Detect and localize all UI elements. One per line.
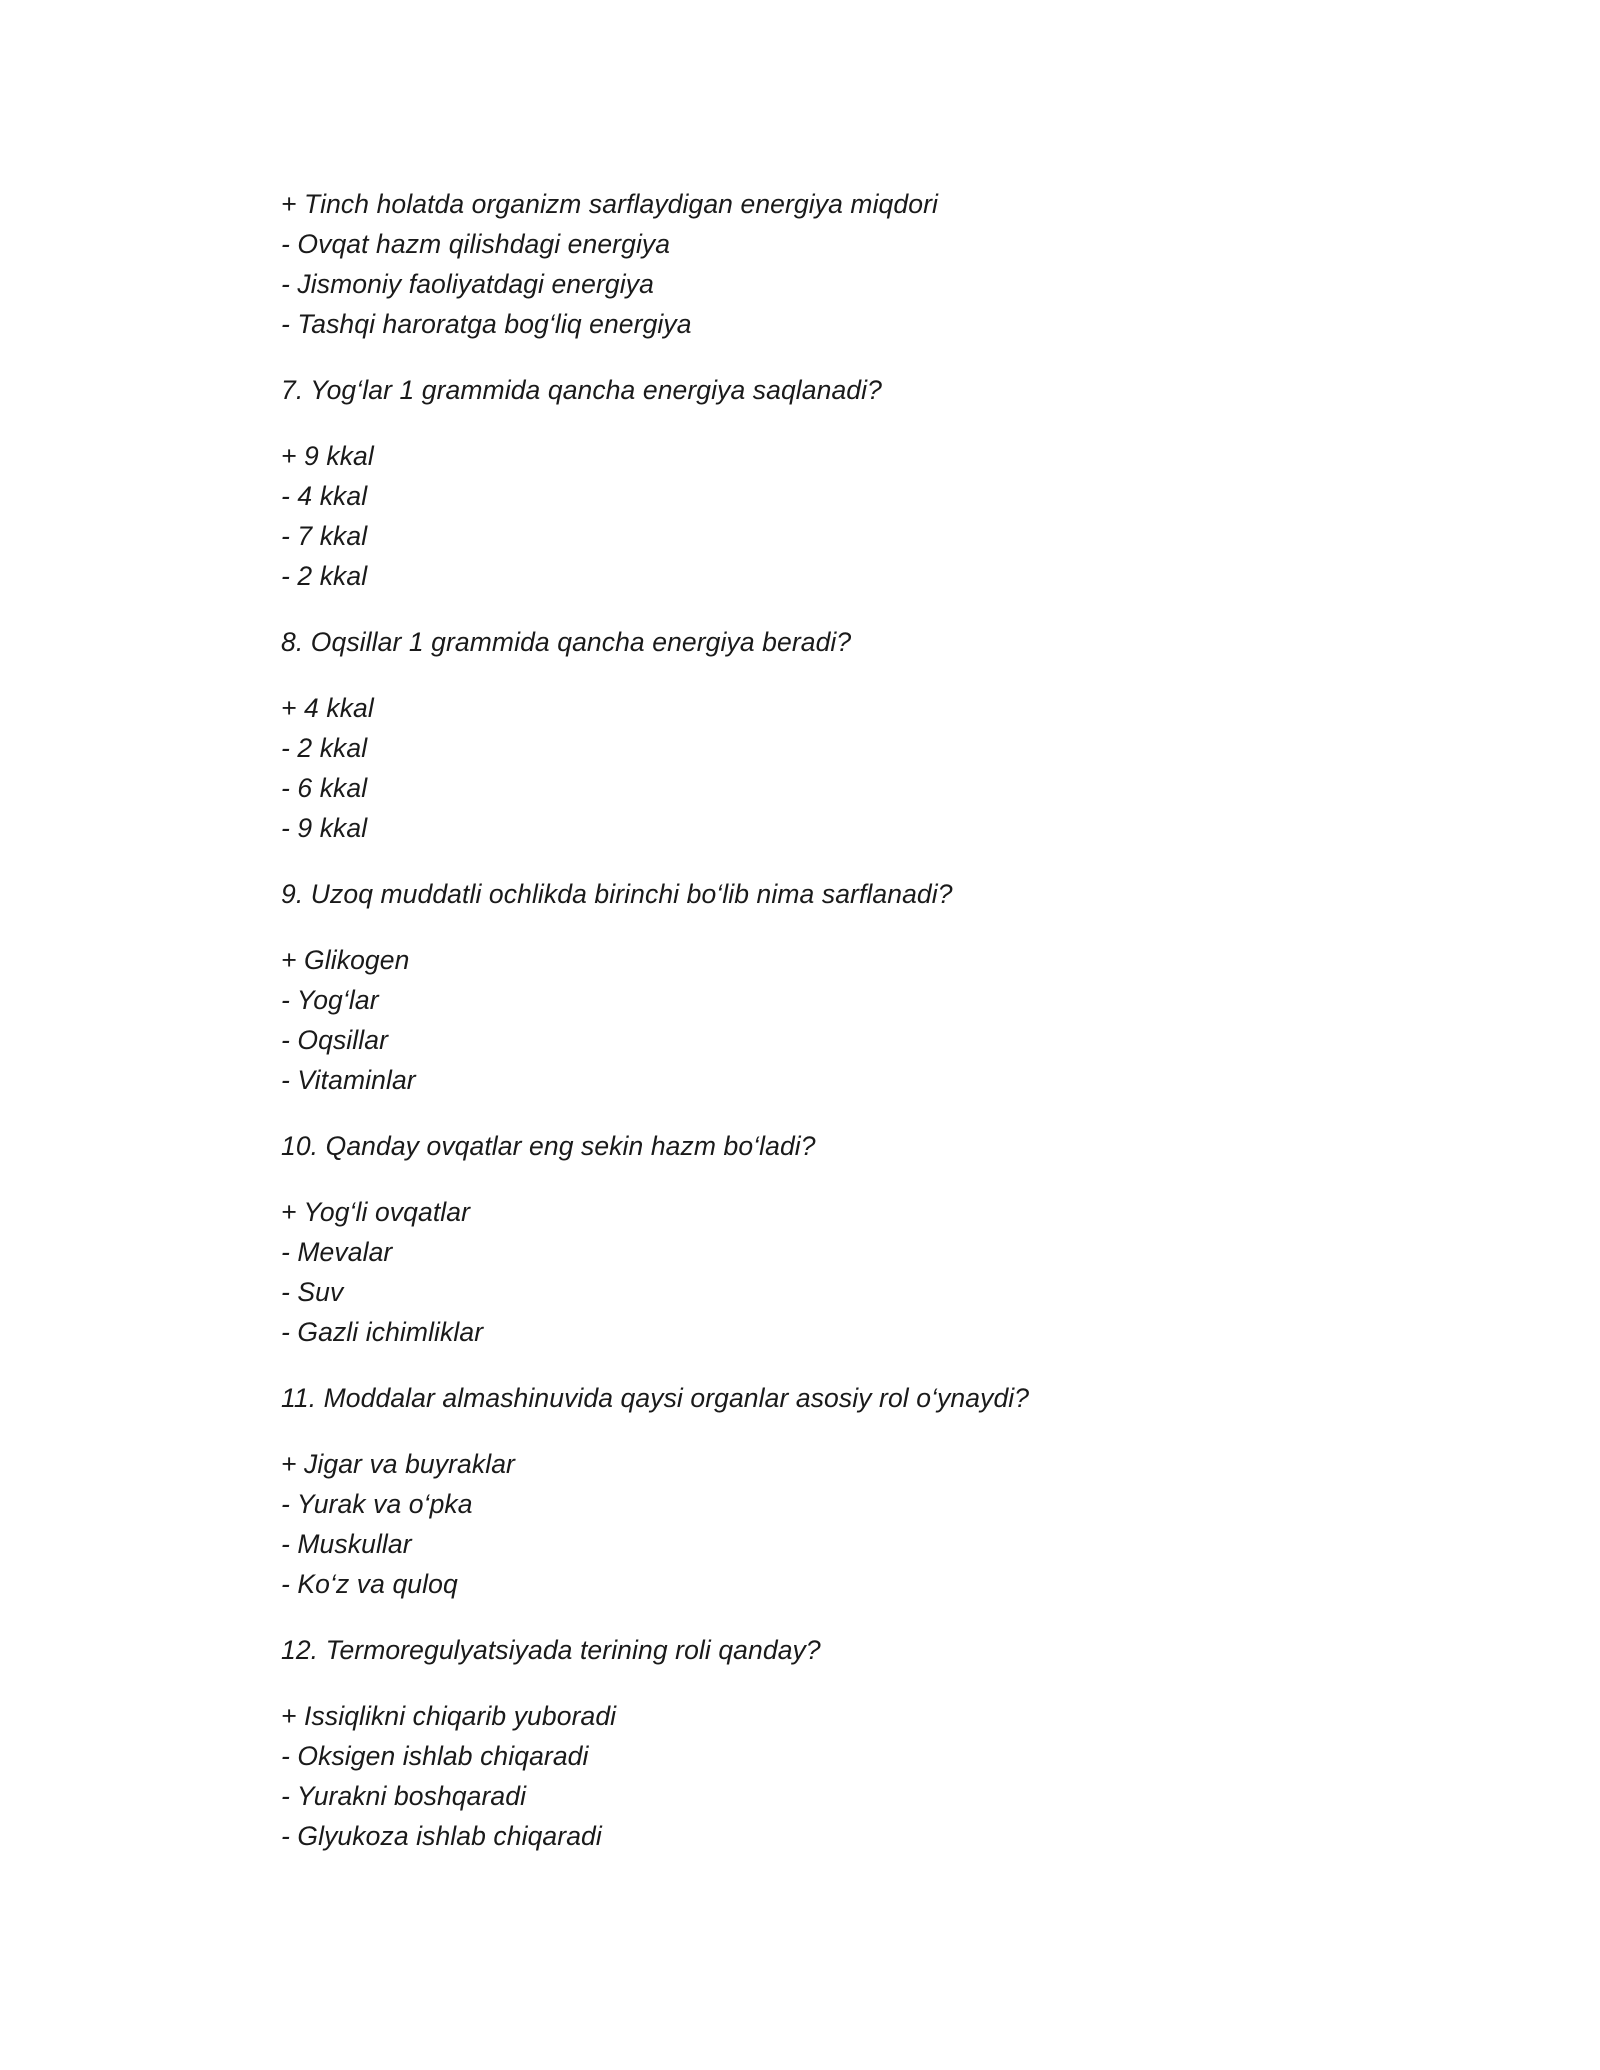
- question-text: 12. Termoregulyatsiyada terining roli qanday?: [281, 1635, 821, 1665]
- question-block-7: [281, 370, 1381, 596]
- option: - Gazli ichimliklar: [281, 1317, 484, 1347]
- option: - Yurakni boshqaradi: [281, 1781, 527, 1811]
- option: - Yog‘lar: [281, 985, 379, 1015]
- option: - Yurak va o‘pka: [281, 1489, 473, 1519]
- question-text: 9. Uzoq muddatli ochlikda birinchi bo‘lib nima sarflanadi?: [281, 879, 953, 909]
- option: - Jismoniy faoliyatdagi energiya: [281, 269, 654, 299]
- option: - Ovqat hazm qilishdagi energiya: [281, 229, 671, 259]
- option: - 2 kkal: [281, 733, 368, 763]
- option: - Suv: [281, 1277, 344, 1307]
- question-text: 10. Qanday ovqatlar eng sekin hazm bo‘ladi?: [281, 1131, 816, 1161]
- question-block-10: [281, 1126, 1381, 1352]
- correct-option: + Tinch holatda organizm sarflaydigan energiya miqdori: [281, 189, 938, 219]
- correct-option: + Yog‘li ovqatlar: [281, 1197, 471, 1227]
- option: - Tashqi haroratga bog‘liq energiya: [281, 309, 692, 339]
- option: - 4 kkal: [281, 481, 368, 511]
- question-text: 8. Oqsillar 1 grammida qancha energiya beradi?: [281, 627, 852, 657]
- option: - Oqsillar: [281, 1025, 389, 1055]
- question-block-12: [281, 1630, 1381, 1856]
- document-page: [281, 184, 1381, 1856]
- correct-option: + Jigar va buyraklar: [281, 1449, 515, 1479]
- option: - 7 kkal: [281, 521, 368, 551]
- question-block-9: [281, 874, 1381, 1100]
- option: - Muskullar: [281, 1529, 412, 1559]
- intro-options: [281, 184, 1381, 344]
- correct-option: + 4 kkal: [281, 693, 374, 723]
- option: - 6 kkal: [281, 773, 368, 803]
- option: - 9 kkal: [281, 813, 368, 843]
- question-text: 11. Moddalar almashinuvida qaysi organlar asosiy rol o‘ynaydi?: [281, 1383, 1030, 1413]
- option: - Glyukoza ishlab chiqaradi: [281, 1821, 602, 1851]
- option: - Oksigen ishlab chiqaradi: [281, 1741, 589, 1771]
- option: - Ko‘z va quloq: [281, 1569, 458, 1599]
- option: - Mevalar: [281, 1237, 393, 1267]
- correct-option: + Glikogen: [281, 945, 410, 975]
- question-block-8: [281, 622, 1381, 848]
- option: - Vitaminlar: [281, 1065, 416, 1095]
- option: - 2 kkal: [281, 561, 368, 591]
- correct-option: + 9 kkal: [281, 441, 374, 471]
- question-block-11: [281, 1378, 1381, 1604]
- question-text: 7. Yog‘lar 1 grammida qancha energiya saqlanadi?: [281, 375, 882, 405]
- correct-option: + Issiqlikni chiqarib yuboradi: [281, 1701, 617, 1731]
